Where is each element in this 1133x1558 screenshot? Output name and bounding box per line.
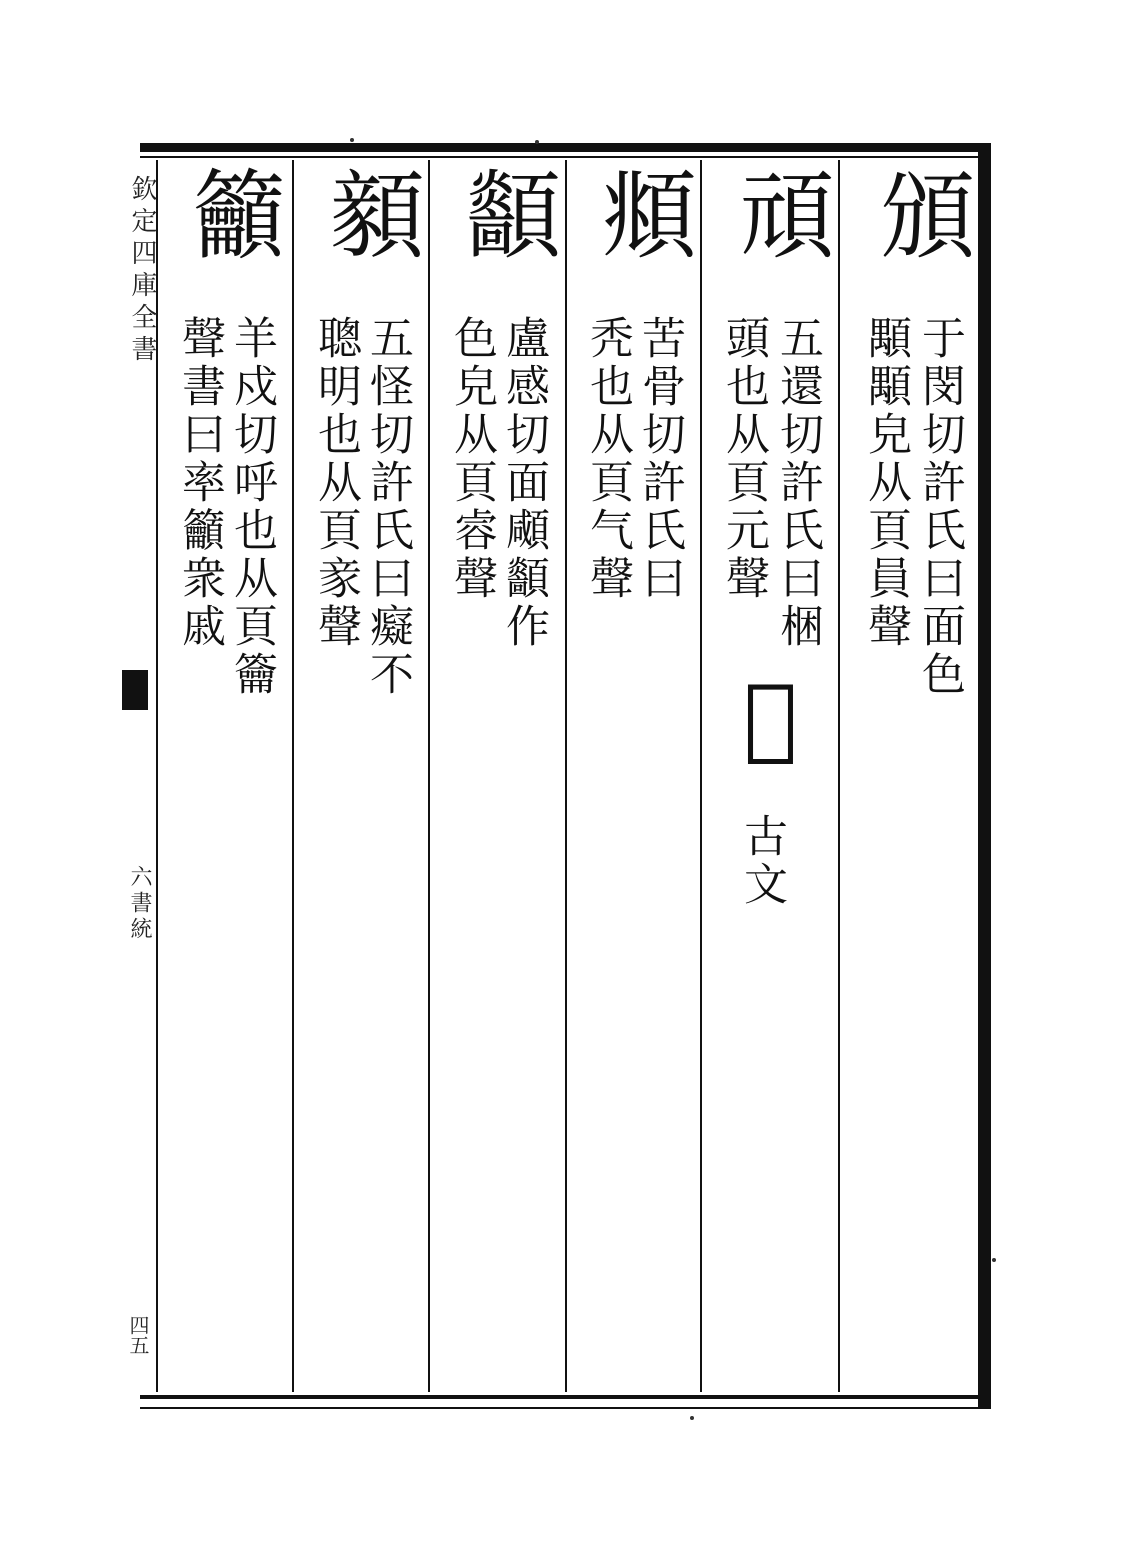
gloss-column-1: 苦骨切許氏曰 — [634, 315, 685, 603]
gloss-column-1: 五怪切許氏曰癡不 — [362, 315, 413, 699]
seal-character: 頑 — [724, 165, 836, 261]
column-rule — [428, 160, 430, 1392]
seal-character: 顲 — [450, 165, 562, 261]
column-rule — [565, 160, 567, 1392]
book-subtitle: 六書統 — [127, 865, 152, 943]
gloss-column-1: 于閔切許氏曰面色 — [914, 315, 965, 699]
gloss-column-2: 頭也从頁元聲 — [718, 315, 769, 603]
gloss-column-2: 聲書曰率籲衆戚 — [174, 315, 225, 651]
page-number: 四五 — [126, 1315, 150, 1355]
scan-speck — [690, 1416, 694, 1420]
column-rule — [292, 160, 294, 1392]
gloss-column-1: 五還切許氏曰梱 — [772, 315, 823, 651]
gloss-column-2: 聰明也从頁豙聲 — [310, 315, 361, 651]
frame-bottom-border — [140, 1395, 990, 1399]
frame-bottom-inner-line — [140, 1407, 990, 1409]
scan-speck — [535, 140, 539, 144]
margin-strip — [118, 165, 157, 1395]
book-title: 欽定四庫全書 — [127, 175, 157, 367]
gloss-column-1: 盧感切面顑顲作 — [498, 315, 549, 651]
ancient-form-character: 𩒨 — [718, 665, 823, 770]
frame-top-border — [140, 143, 990, 152]
seal-character: 顡 — [314, 165, 426, 261]
column-rule — [700, 160, 702, 1392]
ancient-form-note: 古文 — [736, 813, 787, 909]
seal-character: 籲 — [176, 165, 288, 261]
column-rule — [838, 160, 840, 1392]
gloss-column-1: 羊戍切呼也从頁籥 — [226, 315, 277, 699]
seal-character: 頒 — [864, 165, 976, 261]
frame-right-border — [978, 143, 991, 1409]
frame-top-inner-line — [140, 156, 990, 158]
seal-character: 頫 — [586, 165, 698, 261]
gloss-column-2: 色皃从頁䜭聲 — [446, 315, 497, 603]
gloss-column-2: 秃也从頁气聲 — [582, 315, 633, 603]
scan-speck — [350, 138, 354, 142]
gloss-column-2: 顒顒皃从頁員聲 — [860, 315, 911, 651]
fish-tail-mark — [122, 670, 148, 710]
scan-speck — [992, 1258, 996, 1262]
